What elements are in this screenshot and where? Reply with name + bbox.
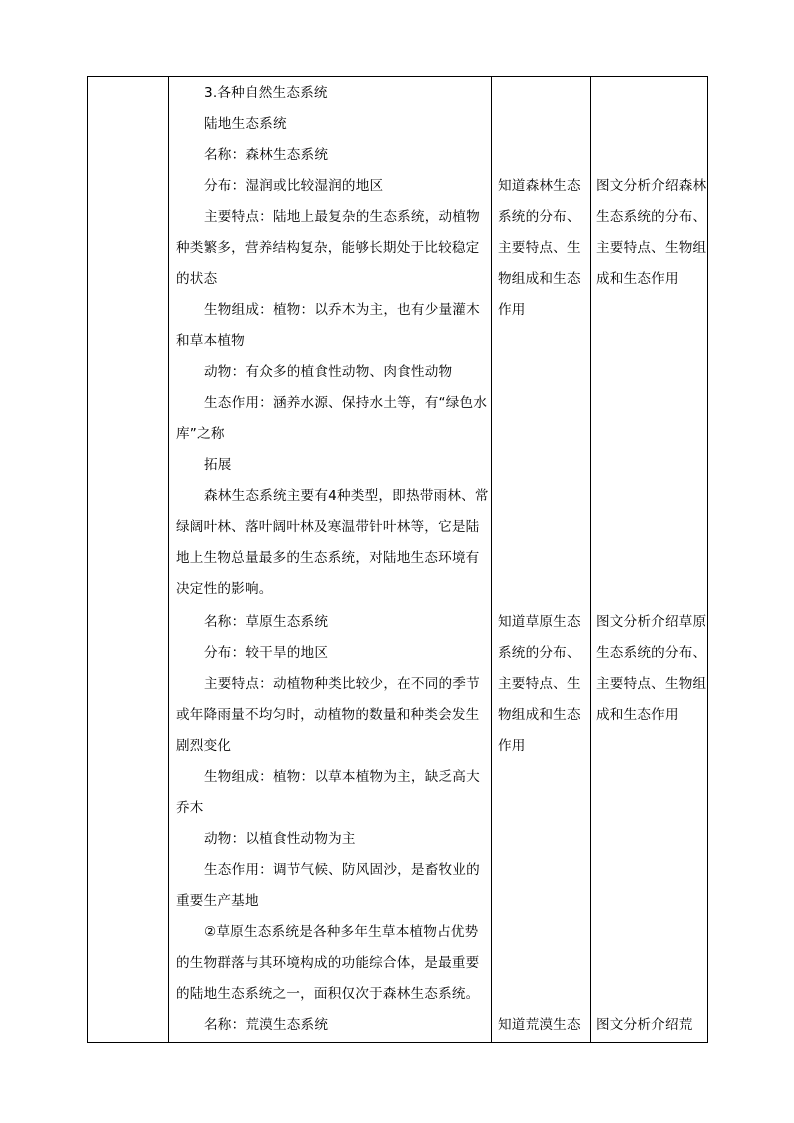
goal-desert: 知道荒漠生态: [498, 1017, 581, 1033]
goal-grassland: 知道草原生态系统的分布、主要特点、生物组成和生态作用: [498, 614, 581, 754]
grassland-function: 生态作用：调节气候、防风固沙，是畜牧业的重要生产基地: [176, 862, 480, 909]
grassland-note: ②草原生态系统是各种多年生草本植物占优势的生物群落与其环境构成的功能综合体，是最重要的陆地生态系统之一，面积仅次于森林生态系统。: [176, 924, 480, 1002]
forest-composition-animals: 动物：有众多的植食性动物、肉食性动物: [204, 364, 453, 380]
grassland-features: 主要特点：动植物种类比较少，在不同的季节或年降雨量不均匀时，动植物的数量和种类会发生剧烈变化: [176, 676, 480, 754]
content-block-desert: [176, 1010, 492, 1041]
goal-forest: 知道森林生态系统的分布、主要特点、生物组成和生态作用: [498, 178, 581, 318]
lesson-table: [87, 76, 708, 1043]
grassland-composition-plants: 生物组成：植物：以草本植物为主，缺乏高大乔木: [176, 769, 480, 816]
extension-heading: 拓展: [204, 457, 232, 473]
desert-name: 名称：荒漠生态系统: [204, 1017, 329, 1033]
forest-composition-plants: 生物组成：植物：以乔木为主，也有少量灌木和草本植物: [176, 302, 480, 349]
content-block-forest: [176, 78, 492, 605]
forest-name: 名称：森林生态系统: [204, 147, 329, 163]
content-block-grassland: [176, 607, 492, 1010]
subsection-heading: 陆地生态系统: [204, 116, 287, 132]
forest-function: 生态作用：涵养水源、保持水土等，有“绿色水库”之称: [176, 395, 488, 442]
grassland-composition-animals: 动物：以植食性动物为主: [204, 831, 356, 847]
forest-features: 主要特点：陆地上最复杂的生态系统，动植物种类繁多，营养结构复杂，能够长期处于比较稳定的状态: [176, 209, 480, 287]
forest-distribution: 分布：湿润或比较湿润的地区: [204, 178, 384, 194]
column-divider-3: [590, 77, 591, 1042]
activity-forest: 图文分析介绍森林生态系统的分布、主要特点、生物组成和生态作用: [596, 178, 707, 287]
activity-grassland: 图文分析介绍草原生态系统的分布、主要特点、生物组成和生态作用: [596, 614, 707, 723]
forest-extension: 森林生态系统主要有4种类型，即热带雨林、常绿阔叶林、落叶阔叶林及寒温带针叶林等，它是陆地上生物总量最多的生态系统，对陆地生态环境有决定性的影响。: [176, 488, 489, 597]
grassland-name: 名称：草原生态系统: [204, 614, 329, 630]
section-heading: 3.各种自然生态系统: [204, 85, 328, 101]
activity-desert: 图文分析介绍荒: [596, 1017, 693, 1033]
column-divider-1: [168, 77, 169, 1042]
grassland-distribution: 分布：较干旱的地区: [204, 645, 329, 661]
